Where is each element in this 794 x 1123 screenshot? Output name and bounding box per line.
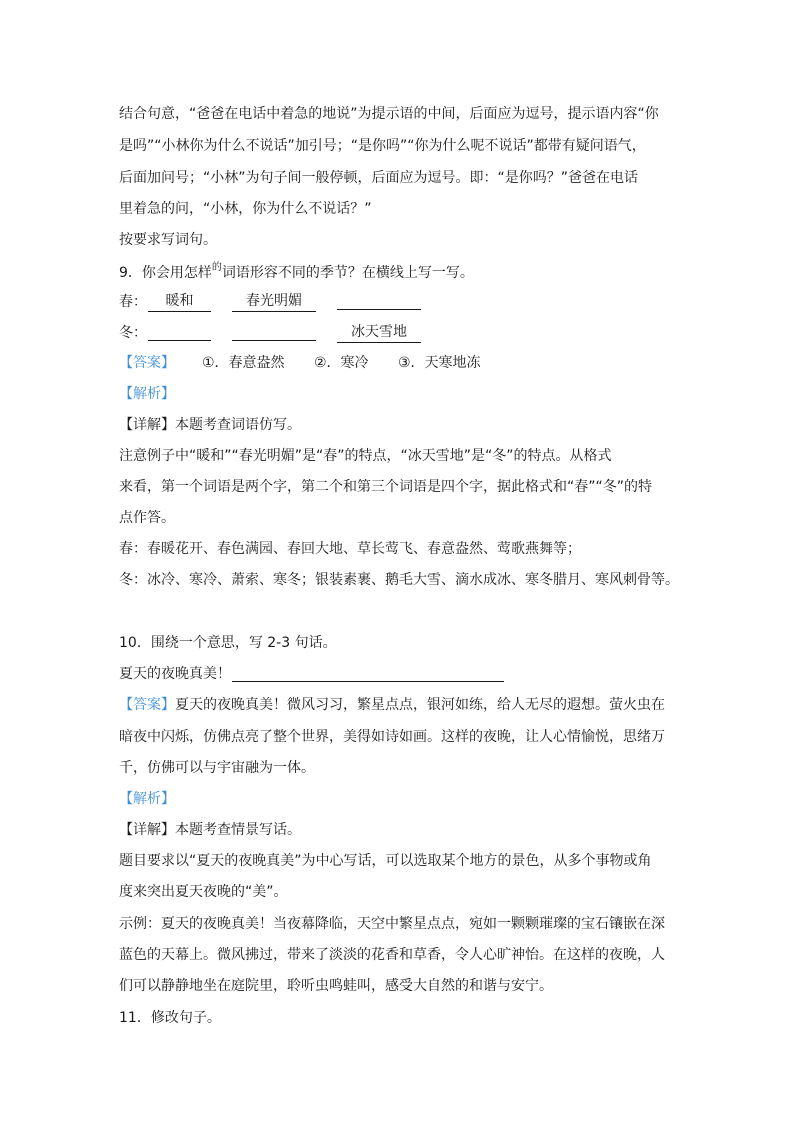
q9-title-sup: 的 [211,262,222,273]
q9-title [119,263,474,285]
q10-explain-2: 度来突出夏天夜晚的“美”。 [119,884,288,900]
q10-title: 10．围绕一个意思，写 2-3 句话。 [119,635,337,651]
q10-answer-line3: 千，仿佛可以与宇宙融为一体。 [119,760,315,776]
q9-winter-label: 冬： [119,325,147,341]
q9-explain-3: 点作答。 [119,510,175,526]
q9-detail: 【详解】本题考查词语仿写。 [119,417,301,433]
q10-explain-1: 题目要求以“夏天的夜晚真美”为中心写话，可以选取某个地方的景色，从多个事物或角 [119,853,652,869]
q10-answer-line1 [119,695,665,715]
q9-answer-3: ③．天寒地冻 [398,355,481,371]
q9-blank-2[interactable] [148,339,211,341]
q9-answer-1: ①．春意盎然 [202,355,285,371]
q9-title-suffix: 词语形容不同的季节？在横线上写一写。 [221,265,474,281]
para1-line4: 里着急的问，“小林，你为什么不说话？” [119,201,372,217]
q9-answer-tag: 【答案】 [119,355,175,371]
para1-line3: 后面加问号；“小林”为句子间一般停顿，后面应为逗号。即：“是你吗？”爸爸在电话 [119,170,639,186]
q10-detail: 【详解】本题考查情景写话。 [119,822,301,838]
q10-blank[interactable] [232,680,504,682]
q10-explain-5: 们可以静静地坐在庭院里，聆听虫鸣蛙叫，感受大自然的和谐与安宁。 [119,978,553,994]
q9-explain-1: 注意例子中“暖和”“春光明媚”是“春”的特点，“冰天雪地”是“冬”的特点。从格式 [119,448,612,464]
q10-explain-3: 示例：夏天的夜晚真美！当夜幕降临，天空中繁星点点，宛如一颗颗璀璨的宝石镶嵌在深 [119,916,665,932]
q10-explain-4: 蓝色的天幕上。微风拂过，带来了淡淡的花香和草香，令人心旷神怡。在这样的夜晚，人 [119,947,665,963]
q9-explain-5: 冬：冰冷、寒冷、萧索、寒冬；银装素裹、鹅毛大雪、滴水成冰、寒冬腊月、寒风刺骨等。 [119,572,679,588]
q10-answer-line2: 暗夜中闪烁，仿佛点亮了整个世界，美得如诗如画。这样的夜晚，让人心情愉悦，思绪万 [119,729,665,745]
q9-blank-3[interactable] [232,339,316,341]
q10-analysis-tag: 【解析】 [119,791,175,807]
q11-title: 11．修改句子。 [119,1010,221,1026]
q9-winter-word-3: 冰天雪地 [337,322,421,343]
q9-explain-2: 来看，第一个词语是两个字，第二个和第三个词语是四个字，据此格式和“春”“冬”的特 [119,479,653,495]
q9-spring-word-1: 暖和 [148,291,211,312]
instruction: 按要求写词句。 [119,232,217,248]
q9-spring-label: 春： [119,294,147,310]
q10-answer-tag: 【答案】 [119,697,175,713]
q10-prompt: 夏天的夜晚真美！ [119,666,231,682]
para1-line2: 是吗”“小林你为什么不说话”加引号；“是你吗”“你为什么呢不说话”都带有疑问语气， [119,138,646,154]
q9-analysis-tag: 【解析】 [119,386,175,402]
q9-title-prefix: 9．你会用怎样 [119,265,212,281]
q9-blank-1[interactable] [337,308,421,310]
para1-line1: 结合句意，“爸爸在电话中着急的地说”为提示语的中间，后面应为逗号，提示语内容“你 [119,106,659,122]
q9-spring-word-2: 春光明媚 [232,291,316,312]
q9-answer-2: ②．寒冷 [314,355,369,371]
q9-explain-4: 春：春暖花开、春色满园、春回大地、草长莺飞、春意盎然、莺歌燕舞等； [119,541,581,557]
q10-answer-text-1: 夏天的夜晚真美！微风习习，繁星点点，银河如练，给人无尽的遐想。萤火虫在 [175,697,665,713]
